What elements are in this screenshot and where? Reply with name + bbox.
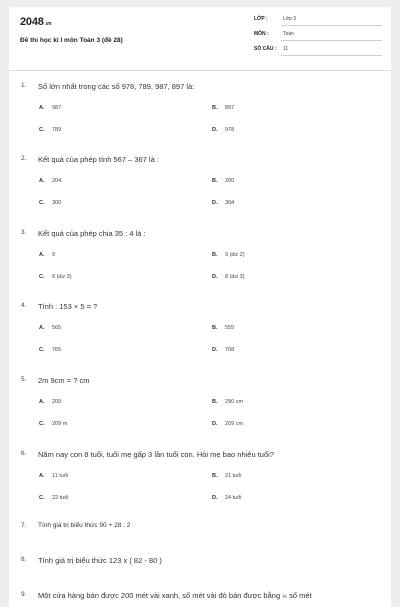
option-letter: D. [212, 127, 218, 133]
option-text: 290 cm [225, 399, 244, 405]
question-text: Tính giá trị biểu thức 90 + 28 : 2 [38, 522, 131, 529]
meta-label: LỚP : [254, 16, 268, 22]
option-text: 987 [52, 105, 62, 111]
option-text: 204 [52, 178, 62, 184]
option-letter: D. [212, 495, 218, 501]
option-d[interactable] [212, 347, 234, 353]
meta-underline [281, 55, 382, 56]
question-number: 3. [21, 229, 27, 236]
option-letter: C. [39, 347, 45, 353]
option-a[interactable] [39, 178, 61, 184]
option-letter: B. [212, 252, 218, 258]
option-a[interactable] [39, 399, 61, 405]
option-letter: B. [212, 178, 218, 184]
option-d[interactable] [212, 127, 234, 133]
option-text: 897 [225, 105, 235, 111]
option-text: 9 [52, 252, 56, 258]
option-letter: D. [212, 200, 218, 206]
question-number: 5. [21, 376, 27, 383]
option-text: 565 [52, 325, 62, 331]
option-text: 765 [52, 347, 62, 353]
option-text: 9 (dư 3) [52, 274, 72, 280]
logo-text: 2048 [20, 16, 44, 28]
logo-suffix: .vn [44, 21, 52, 27]
option-c[interactable] [39, 274, 72, 280]
meta-question-count [254, 46, 382, 56]
question-number: 7. [21, 522, 27, 529]
option-letter: B. [212, 473, 218, 479]
question-text: Kết quả của phép chia 35 : 4 là : [38, 229, 146, 238]
option-text: 300 [52, 200, 62, 206]
exam-header [9, 7, 391, 70]
option-letter: B. [212, 105, 218, 111]
option-b[interactable] [212, 105, 234, 111]
option-d[interactable] [212, 495, 242, 501]
option-letter: D. [212, 274, 218, 280]
option-d[interactable] [212, 421, 243, 427]
option-letter: A. [39, 105, 45, 111]
question-number: 8. [21, 556, 27, 563]
option-letter: A. [39, 178, 45, 184]
question-number: 1. [21, 82, 27, 89]
option-b[interactable] [212, 473, 242, 479]
option-b[interactable] [212, 178, 234, 184]
option-a[interactable] [39, 325, 61, 331]
meta-subject [254, 31, 382, 41]
question-text: Tính giá trị biểu thức 123 x ( 82 - 80 ) [38, 556, 162, 565]
option-c[interactable] [39, 127, 61, 133]
option-a[interactable] [39, 105, 61, 111]
meta-value: 11 [283, 46, 289, 52]
meta-underline [281, 25, 382, 26]
question-text [38, 591, 312, 600]
question-number: 2. [21, 155, 27, 162]
option-letter: D. [212, 421, 218, 427]
option-text: 21 tuổi [225, 473, 242, 479]
option-letter: A. [39, 399, 45, 405]
meta-underline [281, 40, 382, 41]
option-b[interactable] [212, 325, 234, 331]
option-letter: D. [212, 347, 218, 353]
question-text: Tính : 153 × 5 = ? [38, 302, 98, 311]
option-text: 200 [225, 178, 235, 184]
option-letter: C. [39, 127, 45, 133]
option-b[interactable] [212, 252, 245, 258]
site-logo[interactable] [20, 16, 51, 28]
option-text: 8 (dư 3) [225, 274, 245, 280]
meta-label: MÔN : [254, 31, 269, 37]
option-a[interactable] [39, 473, 68, 479]
option-b[interactable] [212, 399, 243, 405]
option-c[interactable] [39, 347, 61, 353]
option-text: 789 [52, 127, 62, 133]
exam-title: Đề thi học kì I môn Toán 3 (đề 28) [20, 37, 123, 44]
meta-label: SỐ CÂU : [254, 46, 277, 52]
meta-value: Toán [283, 31, 294, 37]
option-letter: C. [39, 421, 45, 427]
option-text: 22 tuổi [52, 495, 69, 501]
question-text-end: số mét [289, 591, 312, 600]
meta-class [254, 16, 382, 26]
option-text: 209 cm [225, 421, 244, 427]
option-c[interactable] [39, 495, 69, 501]
question-text: Kết quả của phép tính 567 – 367 là : [38, 155, 159, 164]
option-letter: A. [39, 252, 45, 258]
meta-value: Lớp 3 [283, 16, 297, 22]
fraction: ⅕ [282, 594, 288, 600]
question-number: 9. [21, 591, 27, 598]
option-letter: A. [39, 473, 45, 479]
option-text: 768 [225, 347, 235, 353]
option-letter: A. [39, 325, 45, 331]
question-text-start: Một cửa hàng bán được 200 mét vải xanh, số mét vải đỏ bán được bằng [38, 591, 281, 600]
option-c[interactable] [39, 200, 61, 206]
option-text: 209 [52, 399, 62, 405]
option-c[interactable] [39, 421, 67, 427]
option-text: 978 [225, 127, 235, 133]
header-divider [9, 70, 391, 71]
option-text: 304 [225, 200, 235, 206]
question-text: Số lớn nhất trong các số 978, 789, 987, 897 là: [38, 82, 195, 91]
option-letter: B. [212, 325, 218, 331]
option-d[interactable] [212, 274, 245, 280]
option-letter: C. [39, 200, 45, 206]
question-text: Năm nay con 8 tuổi, tuổi mẹ gấp 3 lần tuổi con. Hỏi mẹ bao nhiêu tuổi? [38, 450, 274, 459]
option-text: 24 tuổi [225, 495, 242, 501]
option-letter: C. [39, 495, 45, 501]
question-text: 2m 9cm = ? cm [38, 376, 90, 385]
question-number: 6. [21, 450, 27, 457]
option-letter: B. [212, 399, 218, 405]
exam-sheet [9, 7, 391, 607]
option-text: 209 m [52, 421, 68, 427]
option-d[interactable] [212, 200, 234, 206]
option-text: 555 [225, 325, 235, 331]
question-number: 4. [21, 302, 27, 309]
option-letter: C. [39, 274, 45, 280]
option-text: 9 (dư 2) [225, 252, 245, 258]
option-a[interactable] [39, 252, 55, 258]
option-text: 11 tuổi [52, 473, 69, 479]
